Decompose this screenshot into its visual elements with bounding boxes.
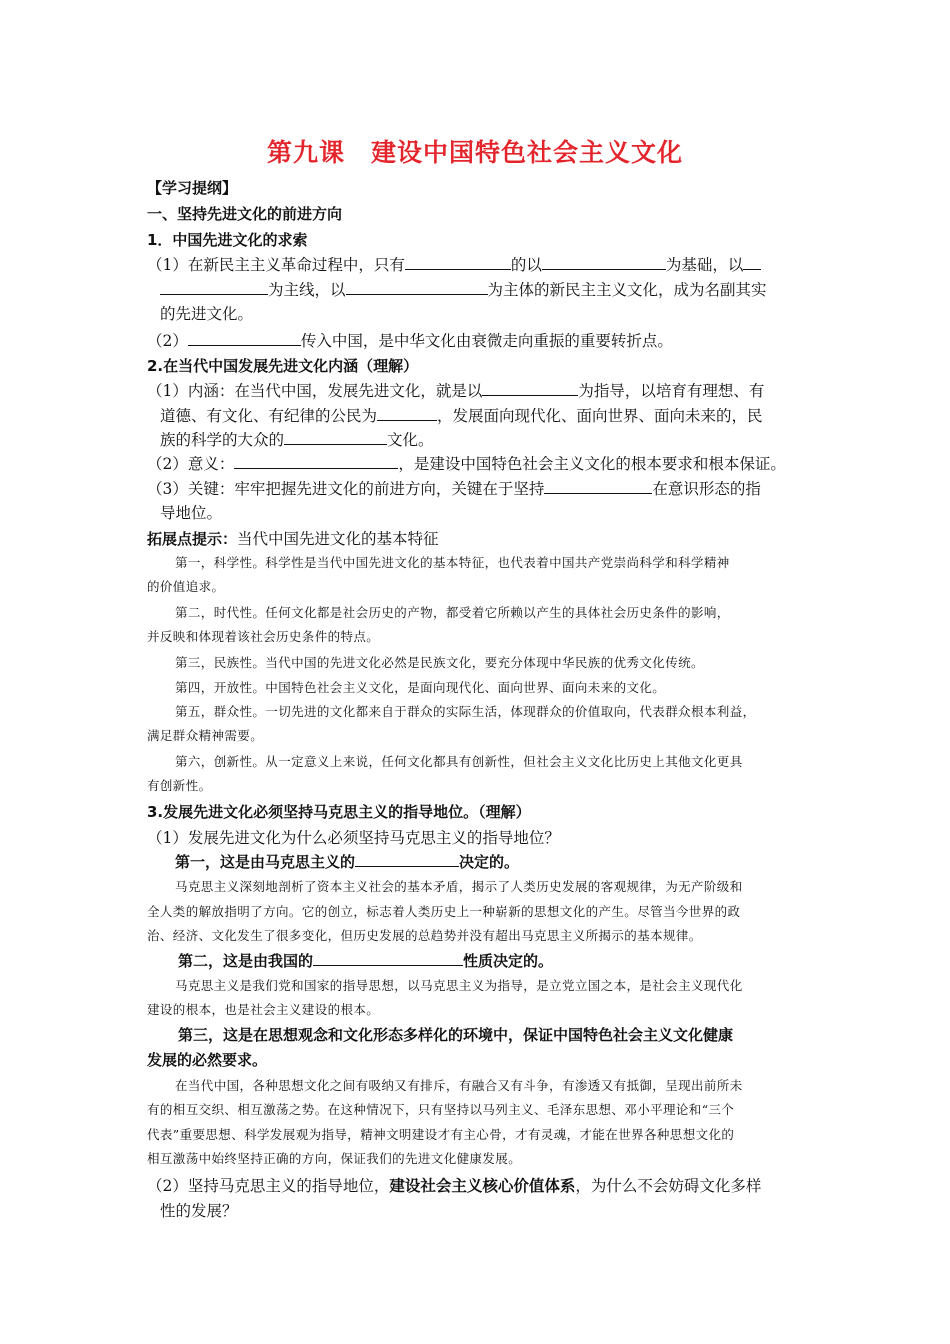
reason1-text-line3: 治、经济、文化发生了很多变化，但历史发展的总趋势并没有超出马克思主义所揭示的基本规律。 <box>147 928 702 943</box>
q3-heading: 3.发展先进文化必须坚持马克思主义的指导地位。（理解） <box>147 803 531 821</box>
fill-blank[interactable] <box>743 254 761 270</box>
ext-p1-line1: 第一，科学性。科学性是当代中国先进文化的基本特征，也代表着中国共产党崇尚科学和科学精神 <box>175 555 730 570</box>
ext-p3: 第三，民族性。当代中国的先进文化必然是民族文化，要充分体现中华民族的优秀文化传统。 <box>175 655 704 670</box>
ext-p2-line1: 第二，时代性。任何文化都是社会历史的产物，都受着它所赖以产生的具体社会历史条件的影响， <box>175 605 730 620</box>
extension-heading: 拓展点提示：当代中国先进文化的基本特征 <box>147 530 439 548</box>
ext-p6-line2: 有创新性。 <box>147 778 212 793</box>
ext-p5-line1: 第五，群众性。一切先进的文化都来自于群众的实际生活，体现群众的价值取向，代表群众根本利益， <box>175 704 756 719</box>
q1-heading: 1．中国先进文化的求索 <box>147 231 308 249</box>
fill-blank[interactable] <box>160 279 268 295</box>
q1-1-line3: 的先进文化。 <box>160 305 254 323</box>
q3-1: （1）发展先进文化为什么必须坚持马克思主义的指导地位？ <box>147 829 560 847</box>
reason2: 第二，这是由我国的 性质决定的。 <box>178 952 554 970</box>
fill-blank[interactable] <box>377 405 437 421</box>
fill-blank[interactable] <box>188 330 301 346</box>
fill-blank[interactable] <box>482 380 578 396</box>
reason3-text-line3: 代表”重要思想、科学发展观为指导，精神文明建设才有主心骨，才有灵魂，才能在世界各种思想文化的 <box>147 1127 735 1142</box>
fill-blank[interactable] <box>405 254 511 270</box>
q2-1-line2: 道德、有文化、有纪律的公民为 ，发展面向现代化、面向世界、面向未来的，民 <box>160 407 763 425</box>
page-title: 第九课 建设中国特色社会主义文化 <box>266 138 683 167</box>
q2-1-line1: （1）内涵：在当代中国，发展先进文化，就是以 为指导，以培育有理想、有 <box>147 382 765 400</box>
reason3-text-line1: 在当代中国，各种思想文化之间有吸纳又有排斥，有融合又有斗争，有渗透又有抵御，呈现出前所未 <box>175 1078 743 1093</box>
q2-heading: 2.在当代中国发展先进文化内涵（理解） <box>147 357 419 375</box>
reason1-text-line2: 全人类的解放指明了方向。它的创立，标志着人类历史上一种崭新的思想文化的产生。尽管当今世界的政 <box>147 904 741 919</box>
ext-p4: 第四，开放性。中国特色社会主义文化，是面向现代化、面向世界、面向未来的文化。 <box>175 680 666 695</box>
q1-1-line2: 为主线，以 为主体的新民主主义文化，成为名副其实 <box>160 278 767 300</box>
fill-blank[interactable] <box>234 453 398 469</box>
ext-p1-line2: 的价值追求。 <box>147 579 225 594</box>
reason2-text-line1: 马克思主义是我们党和国家的指导思想，以马克思主义为指导，是立党立国之本，是社会主义现代化 <box>175 978 743 993</box>
fill-blank[interactable] <box>544 478 652 494</box>
q3-2-line1: （2）坚持马克思主义的指导地位，建设社会主义核心价值体系，为什么不会妨碍文化多样 <box>147 1177 762 1195</box>
outline-heading: 【学习提纲】 <box>147 179 238 197</box>
q3-2-line2: 性的发展？ <box>160 1202 238 1220</box>
fill-blank[interactable] <box>313 950 463 966</box>
reason3-line1: 第三，这是在思想观念和文化形态多样化的环境中，保证中国特色社会主义文化健康 <box>178 1026 734 1044</box>
q2-3-line2: 导地位。 <box>160 504 223 522</box>
q1-2: （2） 传入中国，是中华文化由衰微走向重振的重要转折点。 <box>147 332 673 350</box>
q2-2: （2）意义： ，是建设中国特色社会主义文化的根本要求和根本保证。 <box>147 455 786 473</box>
q1-1-line1: （1）在新民主主义革命过程中，只有 的以 为基础，以 <box>147 253 761 275</box>
reason3-text-line4: 相互激荡中始终坚持正确的方向，保证我们的先进文化健康发展。 <box>147 1151 522 1166</box>
fill-blank[interactable] <box>542 254 666 270</box>
q2-3-line1: （3）关键：牢牢把握先进文化的前进方向，关键在于坚持 在意识形态的指 <box>147 480 761 498</box>
fill-blank[interactable] <box>284 429 387 445</box>
reason3-text-line2: 有的相互交织、相互激荡之势。在这种情况下，只有坚持以马列主义、毛泽东思想、邓小平理论和“三个 <box>147 1102 735 1117</box>
ext-p6-line1: 第六，创新性。从一定意义上来说，任何文化都具有创新性，但社会主义文化比历史上其他文化更具 <box>175 754 743 769</box>
reason1: 第一，这是由马克思主义的 决定的。 <box>175 853 520 871</box>
reason1-text-line1: 马克思主义深刻地剖析了资本主义社会的基本矛盾，揭示了人类历史发展的客观规律，为无产阶级和 <box>175 879 743 894</box>
reason2-text-line2: 建设的根本，也是社会主义建设的根本。 <box>147 1002 380 1017</box>
ext-p5-line2: 满足群众精神需要。 <box>147 728 264 743</box>
section1-heading: 一、坚持先进文化的前进方向 <box>147 205 343 223</box>
ext-p2-line2: 并反映和体现着该社会历史条件的特点。 <box>147 629 380 644</box>
q2-1-line3: 族的科学的大众的 文化。 <box>160 431 434 449</box>
fill-blank[interactable] <box>346 279 488 295</box>
fill-blank[interactable] <box>355 851 459 867</box>
reason3-line2: 发展的必然要求。 <box>147 1051 268 1069</box>
